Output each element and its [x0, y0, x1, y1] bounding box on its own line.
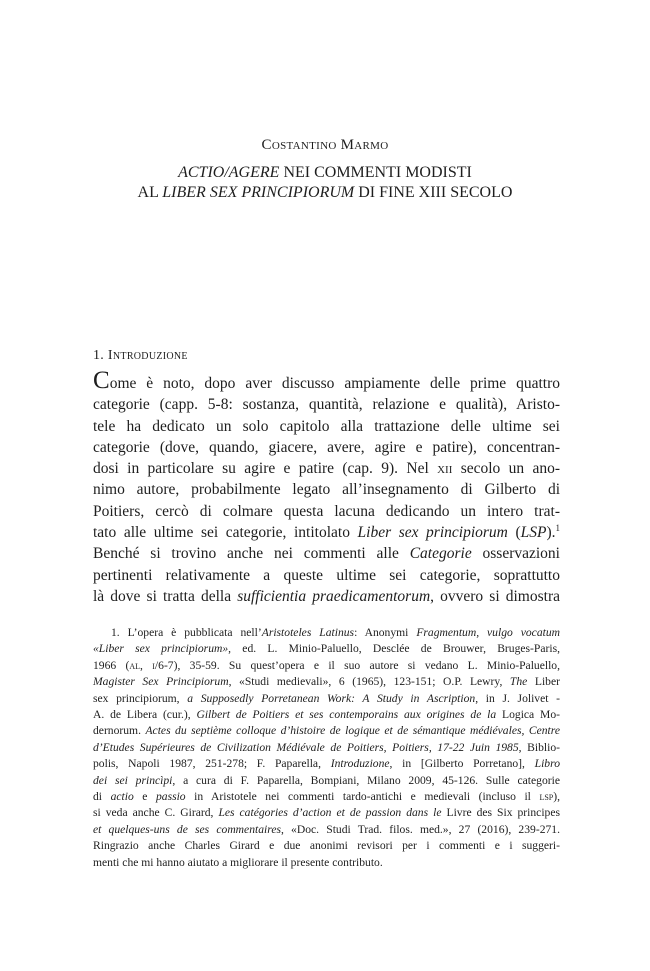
fn-text: , «Studi medievali», 6 (1965), 123-151; O.P. Lewry, — [228, 675, 510, 689]
fn-italic: The — [509, 675, 528, 689]
fn-text: e — [133, 790, 156, 804]
fn-text: /6-7), 35-59. Su quest’opera e il suo autore si vedano L. Minio-Paluello, — [154, 658, 560, 672]
footnote-1 — [93, 625, 560, 871]
footnote-ref[interactable]: 1 — [555, 523, 561, 534]
body-line — [93, 367, 560, 394]
footnote-line — [93, 805, 560, 821]
fn-text: , — [140, 658, 153, 672]
fn-text: Liber — [527, 675, 560, 689]
title-italic-1: ACTIO/AGERE — [178, 164, 280, 181]
body-line-text: secolo un ano- — [452, 460, 561, 478]
body-line — [93, 437, 560, 458]
fn-text: Livre des Six principes — [441, 806, 561, 820]
fn-text: Logica Mo- — [496, 708, 560, 722]
section-title: Introduzione — [107, 348, 188, 363]
fn-italic: Magister Sex Principiorum — [93, 675, 229, 689]
fn-text: , Biblio- — [518, 740, 560, 754]
body-line-text: Poitiers, cercò di colmare questa lacuna dedicando un intero trat- — [93, 502, 560, 520]
fn-text: , «Doc. Studi Trad. filos. med.», 27 (2016), 239-271. — [280, 822, 560, 836]
fn-text: Ringrazio anche Charles Girard e due anonimi revisori per i commenti e i suggeri- — [93, 839, 560, 853]
fn-text: , a cura di F. Paparella, Bompiani, Milano 2009, 45-126. Sulle categorie — [172, 773, 560, 787]
body-line — [93, 416, 560, 437]
footnote-line — [93, 691, 560, 707]
footnote-line — [93, 838, 560, 854]
fn-text: in Aristotele nei commenti tardo-antichi e medievali (incluso il — [185, 790, 540, 804]
footnote-line — [93, 789, 560, 805]
footnote-line — [93, 707, 560, 723]
fn-smallcaps: i — [152, 658, 155, 672]
footnote-line — [93, 723, 560, 739]
body-line-text: pertinenti relativamente a queste ultime sei categorie, soprattutto — [93, 566, 560, 584]
fn-italic: Introduzione — [330, 757, 390, 771]
footnote-line — [93, 658, 560, 674]
fn-text: , in [Gilberto Porretano], — [389, 757, 535, 771]
work-title: Liber sex principiorum — [357, 524, 508, 542]
fn-text: 1. L’opera è pubblicata nell’ — [111, 626, 262, 639]
body-line — [93, 543, 560, 564]
fn-italic: actio — [110, 790, 134, 804]
fn-italic: Fragmentum, vulgo vocatum — [416, 626, 561, 639]
body-line-text: Benché si trovino anche nei commenti alle — [93, 545, 410, 563]
body-line — [93, 522, 560, 543]
fn-text: 1966 ( — [93, 658, 130, 672]
body-line-text: ). — [546, 524, 556, 542]
fn-italic: Actes du septième colloque d’histoire de logique et de sémantique médiévales, Centre — [145, 724, 560, 738]
fn-italic: Les catégories d’action et de passion dans le — [218, 806, 442, 820]
footnote-line — [93, 822, 560, 838]
fn-smallcaps: lsp — [539, 790, 554, 804]
fn-text: : Anonymi — [354, 626, 417, 639]
drop-cap: C — [93, 367, 110, 394]
section-number: 1. — [93, 348, 105, 363]
fn-italic: Libro — [534, 757, 560, 771]
fn-smallcaps: al — [129, 658, 141, 672]
footnote-line — [93, 756, 560, 772]
body-line-text: ( — [507, 524, 521, 542]
body-line-text: osservazioni — [471, 545, 560, 563]
title-text-1: NEI COMMENTI MODISTI — [279, 164, 472, 181]
body-line — [93, 479, 560, 500]
footnote-line — [93, 674, 560, 690]
fn-text: si veda anche C. Girard, — [93, 806, 219, 820]
fn-text: dernorum. — [93, 724, 146, 738]
body-line-text: dosi in particolare su agire e patire (cap. 9). Nel — [93, 460, 438, 478]
fn-italic: «Liber sex principiorum» — [93, 642, 229, 656]
fn-italic: dei sei princìpi — [93, 773, 173, 787]
fn-italic: d’Etudes Supérieures de Civilization Médiévale de Poitiers, Poitiers, 17-22 Juin 1985 — [93, 740, 519, 754]
body-line — [93, 565, 560, 586]
body-line-text: nimo autore, probabilmente legato all’insegnamento di Gilberto di — [93, 481, 560, 499]
title-italic-2: LIBER SEX PRINCIPIORUM — [162, 184, 355, 201]
body-line — [93, 586, 560, 607]
fn-text: di — [93, 790, 111, 804]
body-line-text: , ovvero si dimostra — [430, 587, 560, 605]
fn-text: A. de Libera (cur.), — [93, 708, 197, 722]
body-line-text: categorie (capp. 5-8: sostanza, quantità, relazione e qualità), Aristo- — [93, 396, 560, 414]
fn-italic: Aristoteles Latinus — [261, 626, 355, 639]
body-text — [93, 367, 561, 607]
fn-italic: et quelques-uns de ses commentaires — [93, 822, 281, 836]
fn-text: ), — [553, 790, 560, 804]
section-heading — [93, 348, 188, 364]
fn-text: , in J. Jolivet - — [475, 691, 561, 705]
body-line — [93, 394, 560, 415]
work-title: Categorie — [409, 545, 472, 563]
abbreviation: LSP — [520, 524, 547, 542]
body-line-text: ome è noto, dopo aver discusso ampiamente delle prime quattro — [109, 375, 560, 392]
century-numeral: xii — [437, 460, 453, 478]
latin-term: sufficientia praedicamentorum — [237, 587, 431, 605]
body-line — [93, 501, 560, 522]
fn-text: , ed. L. Minio-Paluello, Desclée de Brouwer, Bruges-Paris, — [228, 642, 560, 656]
body-line-text: categorie (dove, quando, giacere, avere, agire e patire), concentran- — [93, 438, 560, 456]
author-name: Costantino Marmo — [261, 137, 389, 153]
fn-italic: Gilbert de Poitiers et ses contemporains aux origines de la — [196, 708, 497, 722]
title-line-1 — [0, 163, 650, 183]
footnote-line — [93, 855, 560, 871]
footnote-line — [93, 773, 560, 789]
body-line-text: tele ha dedicato un solo capitolo alla trattazione delle ultime sei — [93, 417, 560, 435]
body-line — [93, 458, 560, 479]
title-prefix-2: AL — [137, 184, 163, 201]
fn-italic: passio — [155, 790, 186, 804]
body-line-text: tato alle ultime sei categorie, intitolato — [93, 524, 358, 542]
article-title — [0, 163, 650, 203]
fn-text: polis, Napoli 1987, 251-278; F. Paparella, — [93, 757, 331, 771]
body-line-text: là dove si tratta della — [93, 587, 238, 605]
fn-italic: a Supposedly Porretanean Work: A Study in Ascription — [187, 691, 476, 705]
footnote-line — [93, 740, 560, 756]
fn-text: menti che mi hanno aiutato a migliorare il presente contributo. — [93, 855, 383, 869]
footnote-line — [93, 625, 560, 641]
footnote-line — [93, 641, 560, 657]
fn-text: sex principiorum, — [93, 691, 188, 705]
title-line-2 — [0, 183, 650, 203]
title-text-2: DI FINE XIII SECOLO — [354, 184, 513, 201]
